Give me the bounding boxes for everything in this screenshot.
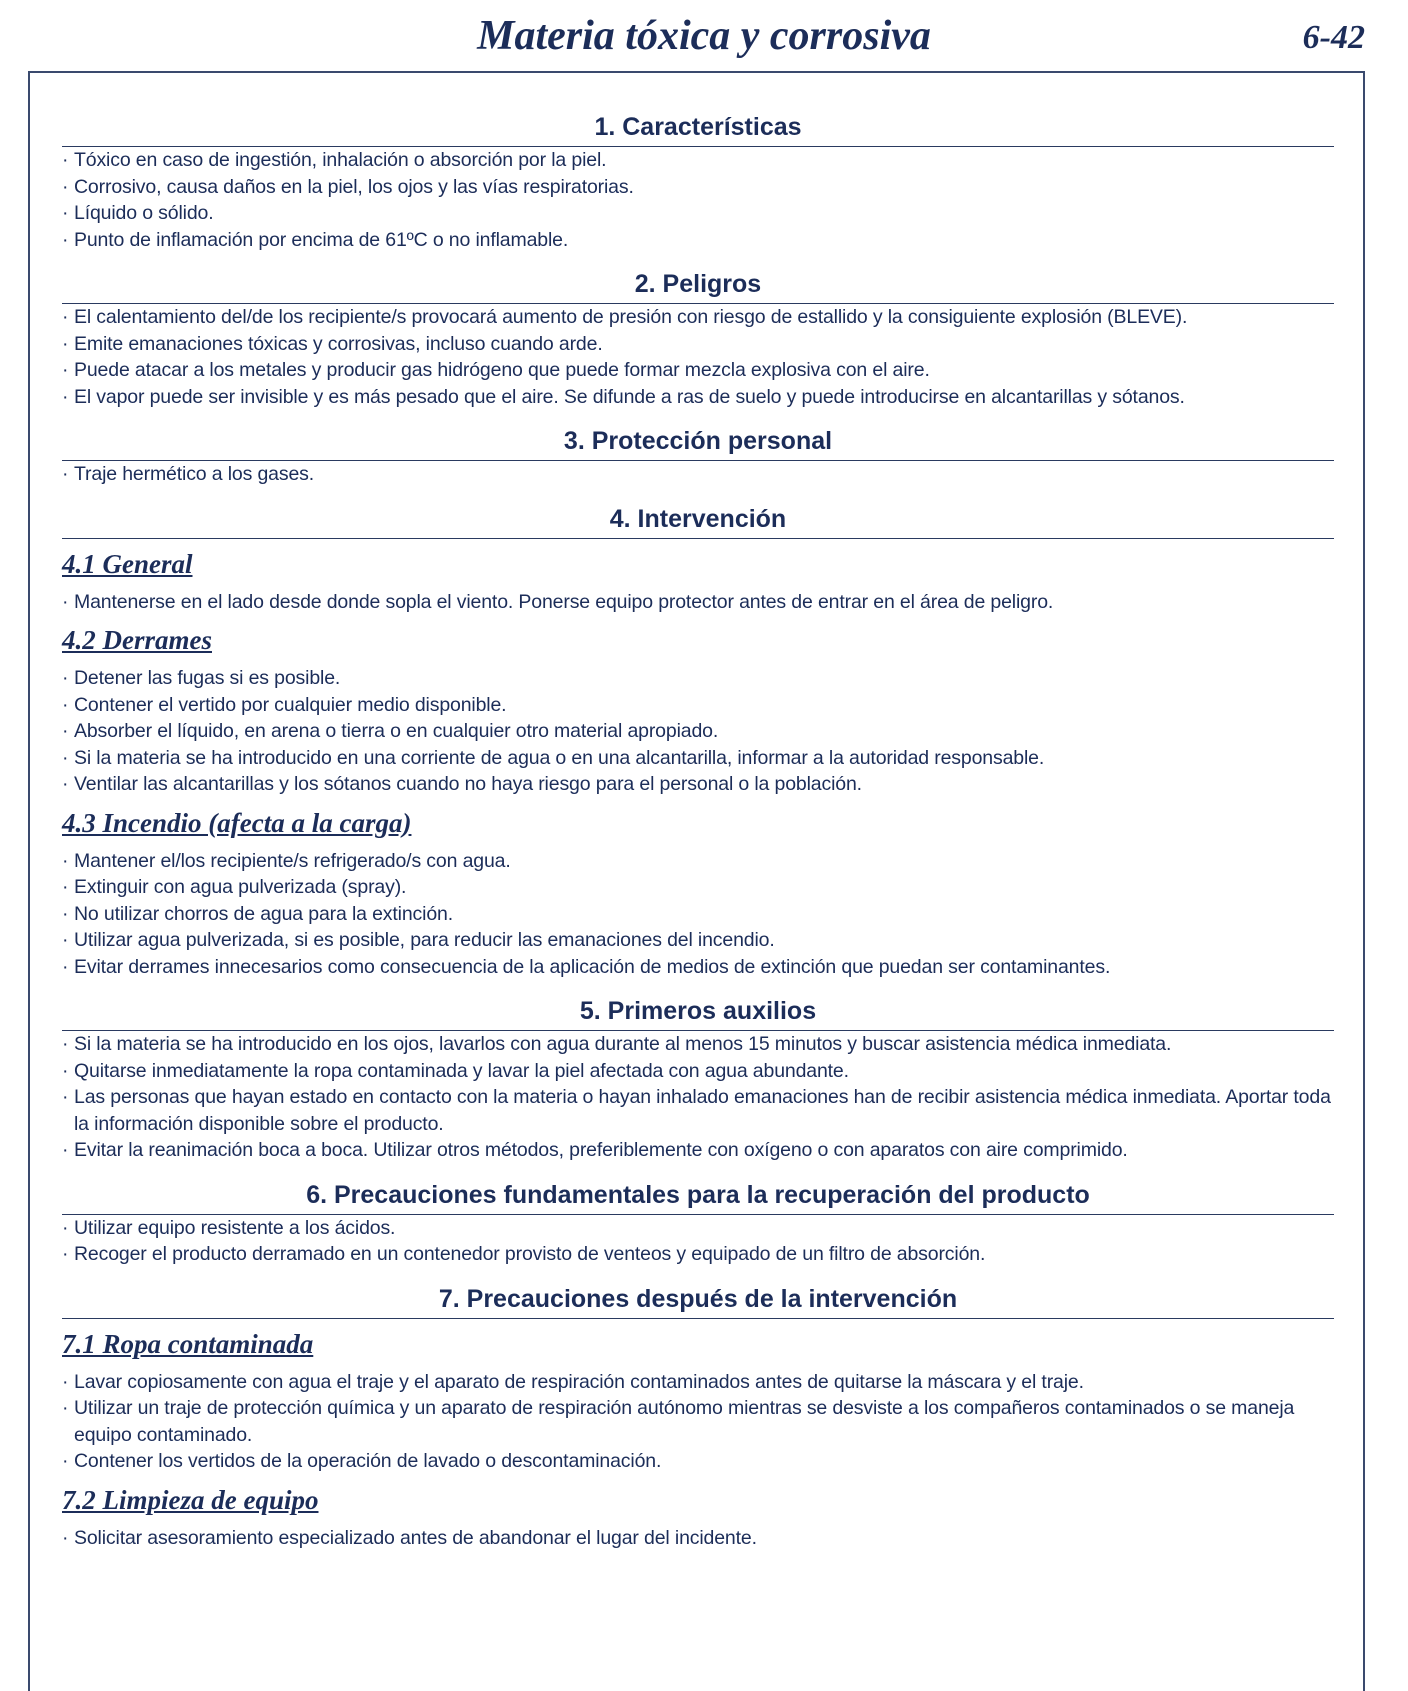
list-item: · Quitarse inmediatamente la ropa contaminada y lavar la piel afectada con agua abundante. bbox=[62, 1058, 1334, 1085]
list-item: · Punto de inflamación por encima de 61ºC o no inflamable. bbox=[62, 227, 1334, 254]
recuperacion-list bbox=[62, 1215, 1334, 1268]
list-item: · Utilizar un traje de protección química y un aparato de respiración autónomo mientras se desviste a los compañeros contaminados o se maneja equipo contaminado. bbox=[62, 1395, 1334, 1448]
list-item: · Mantener el/los recipiente/s refrigerado/s con agua. bbox=[62, 848, 1334, 875]
subsection-heading-ropa-contaminada: 7.1 Ropa contaminada bbox=[62, 1328, 314, 1359]
page-title: Materia tóxica y corrosiva bbox=[477, 13, 931, 59]
list-item: · Líquido o sólido. bbox=[62, 200, 1334, 227]
list-item: · Absorber el líquido, en arena o tierra o en cualquier otro material apropiado. bbox=[62, 718, 1334, 745]
list-item: · Puede atacar a los metales y producir gas hidrógeno que puede formar mezcla explosiva con el aire. bbox=[62, 357, 1334, 384]
list-item: · Lavar copiosamente con agua el traje y el aparato de respiración contaminados antes de quitarse la máscara y el traje. bbox=[62, 1369, 1334, 1396]
subsection-heading-general: 4.1 General bbox=[62, 548, 193, 579]
section-heading-primeros-auxilios: 5. Primeros auxilios bbox=[62, 986, 1334, 1031]
list-item: · Corrosivo, causa daños en la piel, los ojos y las vías respiratorias. bbox=[62, 174, 1334, 201]
list-item: · Detener las fugas si es posible. bbox=[62, 665, 1334, 692]
ropa-contaminada-list bbox=[62, 1369, 1334, 1475]
list-item: · El calentamiento del/de los recipiente/s provocará aumento de presión con riesgo de estallido y la consiguiente explosión (BLEVE). bbox=[62, 304, 1334, 331]
primeros-auxilios-list bbox=[62, 1031, 1334, 1164]
subsection-heading-limpieza-equipo: 7.2 Limpieza de equipo bbox=[62, 1484, 319, 1515]
section-heading-proteccion-personal: 3. Protección personal bbox=[62, 416, 1334, 461]
page-number: 6-42 bbox=[1302, 19, 1365, 56]
list-item: · Las personas que hayan estado en contacto con la materia o hayan inhalado emanaciones han de recibir asistencia médica inmediata. Aportar toda la información disponible sobre el producto. bbox=[62, 1084, 1334, 1137]
section-heading-peligros: 2. Peligros bbox=[62, 259, 1334, 304]
list-item: · Contener el vertido por cualquier medio disponible. bbox=[62, 692, 1334, 719]
list-item: · No utilizar chorros de agua para la extinción. bbox=[62, 901, 1334, 928]
general-list bbox=[62, 589, 1334, 616]
list-item: · Solicitar asesoramiento especializado antes de abandonar el lugar del incidente. bbox=[62, 1525, 1334, 1552]
document-body bbox=[62, 102, 1334, 1551]
list-item: · Utilizar equipo resistente a los ácidos. bbox=[62, 1215, 1334, 1242]
limpieza-equipo-list bbox=[62, 1525, 1334, 1552]
list-item: · Contener los vertidos de la operación de lavado o descontaminación. bbox=[62, 1448, 1334, 1475]
list-item: · Evitar derrames innecesarios como consecuencia de la aplicación de medios de extinción que puedan ser contaminantes. bbox=[62, 954, 1334, 981]
list-item: · El vapor puede ser invisible y es más pesado que el aire. Se difunde a ras de suelo y puede introducirse en alcantarillas y sótanos. bbox=[62, 384, 1334, 411]
derrames-list bbox=[62, 665, 1334, 798]
list-item: · Traje hermético a los gases. bbox=[62, 461, 1334, 488]
list-item: · Evitar la reanimación boca a boca. Utilizar otros métodos, preferiblemente con oxígeno o con aparatos con aire comprimido. bbox=[62, 1137, 1334, 1164]
section-heading-intervencion: 4. Intervención bbox=[62, 494, 1334, 539]
list-item: · Extinguir con agua pulverizada (spray). bbox=[62, 874, 1334, 901]
list-item: · Utilizar agua pulverizada, si es posible, para reducir las emanaciones del incendio. bbox=[62, 927, 1334, 954]
list-item: · Ventilar las alcantarillas y los sótanos cuando no haya riesgo para el personal o la población. bbox=[62, 771, 1334, 798]
section-heading-precauciones-despues: 7. Precauciones después de la intervención bbox=[62, 1274, 1334, 1319]
list-item: · Tóxico en caso de ingestión, inhalación o absorción por la piel. bbox=[62, 147, 1334, 174]
proteccion-list bbox=[62, 461, 1334, 488]
peligros-list bbox=[62, 304, 1334, 410]
list-item: · Mantenerse en el lado desde donde sopla el viento. Ponerse equipo protector antes de entrar en el área de peligro. bbox=[62, 589, 1334, 616]
caracteristicas-list bbox=[62, 147, 1334, 253]
list-item: · Recoger el producto derramado en un contenedor provisto de venteos y equipado de un filtro de absorción. bbox=[62, 1241, 1334, 1268]
section-heading-caracteristicas: 1. Características bbox=[62, 102, 1334, 147]
subsection-heading-derrames: 4.2 Derrames bbox=[62, 625, 212, 655]
section-heading-precauciones-recuperacion: 6. Precauciones fundamentales para la recuperación del producto bbox=[62, 1170, 1334, 1215]
incendio-list bbox=[62, 848, 1334, 981]
subsection-heading-incendio: 4.3 Incendio (afecta a la carga) bbox=[62, 807, 412, 838]
list-item: · Si la materia se ha introducido en una corriente de agua o en una alcantarilla, informar a la autoridad responsable. bbox=[62, 745, 1334, 772]
list-item: · Si la materia se ha introducido en los ojos, lavarlos con agua durante al menos 15 minutos y buscar asistencia médica inmediata. bbox=[62, 1031, 1334, 1058]
list-item: · Emite emanaciones tóxicas y corrosivas, incluso cuando arde. bbox=[62, 331, 1334, 358]
